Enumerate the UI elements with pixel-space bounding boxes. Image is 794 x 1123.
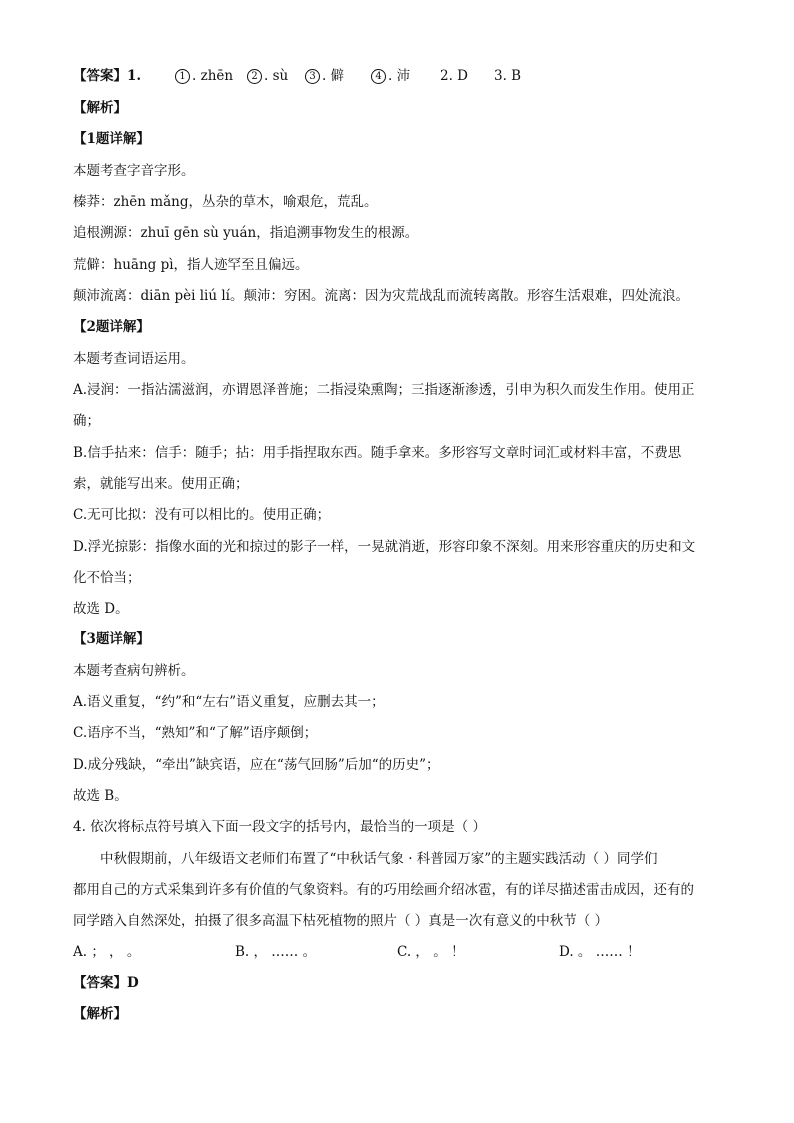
answer-row-1: [73, 66, 723, 86]
detail-1-line: 榛莽：zhēn mǎng，丛杂的草木，喻艰危，荒乱。: [73, 194, 378, 210]
answer-q3: 3. B: [494, 68, 522, 84]
detail-1-intro: 本题考查字音字形。: [73, 163, 195, 179]
option-d-line: 化不恰当；: [73, 570, 141, 586]
detail-3-intro: 本题考查病句辨析。: [73, 663, 195, 679]
detail-2-intro: 本题考查词语运用。: [73, 351, 195, 367]
circled-number: 1: [175, 69, 190, 84]
choice-line: 故选 D。: [73, 601, 129, 617]
option-a-line: A.语义重复，“约”和“左右”语义重复，应删去其一；: [73, 694, 385, 710]
answer-q2: 2. D: [440, 68, 468, 84]
option-c: C. ， 。 ！: [397, 944, 465, 960]
answer-item-3: 3 . 僻: [305, 66, 371, 86]
detail-heading-3: 【3题详解】: [73, 631, 150, 647]
option-c-line: C.语序不当，“熟知”和“了解”语序颠倒；: [73, 725, 318, 741]
detail-heading-1: 【1题详解】: [73, 131, 150, 147]
circled-number: 2: [247, 69, 262, 84]
answer-item-1: 1 . zhēn: [175, 66, 247, 86]
option-b-line: B.信手拈来：信手：随手；拈：用手指捏取东西。随手拿来。多形容写文章时词汇或材料丰富，不费思: [73, 445, 682, 461]
answer-item-2: 2 . sù: [247, 66, 305, 86]
analysis-heading: 【解析】: [73, 1006, 127, 1022]
answer-label: 【答案】1.: [73, 68, 142, 84]
choice-line: 故选 B。: [73, 788, 128, 804]
question-4-passage: 同学踏入自然深处，拍摄了很多高温下枯死植物的照片（ ）真是一次有意义的中秋节（ ）: [73, 913, 609, 929]
option-d: D. 。 …… ！: [559, 944, 641, 960]
option-a-line: 确；: [73, 413, 100, 429]
question-4-passage: 都用自己的方式采集到许多有价值的气象资料。有的巧用绘画介绍冰雹，有的详尽描述雷击成因，还有的: [73, 882, 694, 898]
analysis-heading: 【解析】: [73, 100, 127, 116]
option-c-line: C.无可比拟：没有可以相比的。使用正确；: [73, 507, 331, 523]
option-b: B. ， …… 。: [235, 944, 317, 960]
detail-1-line: 荒僻：huāng pì，指人迹罕至且偏远。: [73, 257, 309, 273]
question-4-passage: 中秋假期前，八年级语文老师们布置了“中秋话气象 · 科普园万家”的主题实践活动（ ）同学们: [100, 851, 658, 867]
answer-item-4: 4 . 沛: [371, 66, 440, 86]
question-4-options: [73, 942, 723, 962]
option-d-line: D.浮光掠影：指像水面的光和掠过的影子一样，一晃就消逝，形容印象不深刻。用来形容重庆的历史和文: [73, 539, 696, 555]
detail-1-line: 颠沛流离：diān pèi liú lí。颠沛：穷困。流离：因为灾荒战乱而流转离散。形容生活艰难，四处流浪。: [73, 288, 689, 304]
question-4-stem: 4. 依次将标点符号填入下面一段文字的括号内，最恰当的一项是（ ）: [73, 819, 486, 835]
option-d-line: D.成分残缺，“牵出”缺宾语，应在“荡气回肠”后加“的历史”；: [73, 757, 440, 773]
detail-heading-2: 【2题详解】: [73, 319, 150, 335]
detail-1-line: 追根溯源：zhuī gēn sù yuán，指追溯事物发生的根源。: [73, 225, 419, 241]
answer-4: 【答案】D: [73, 975, 139, 991]
circled-number: 4: [371, 69, 386, 84]
circled-number: 3: [305, 69, 320, 84]
option-a: A. ； ， 。: [73, 944, 141, 960]
option-b-line: 索，就能写出来。使用正确；: [73, 476, 249, 492]
option-a-line: A.浸润：一指沾濡滋润，亦谓恩泽普施；二指浸染熏陶；三指逐渐渗透，引申为积久而发生作用。使用正: [73, 382, 695, 398]
